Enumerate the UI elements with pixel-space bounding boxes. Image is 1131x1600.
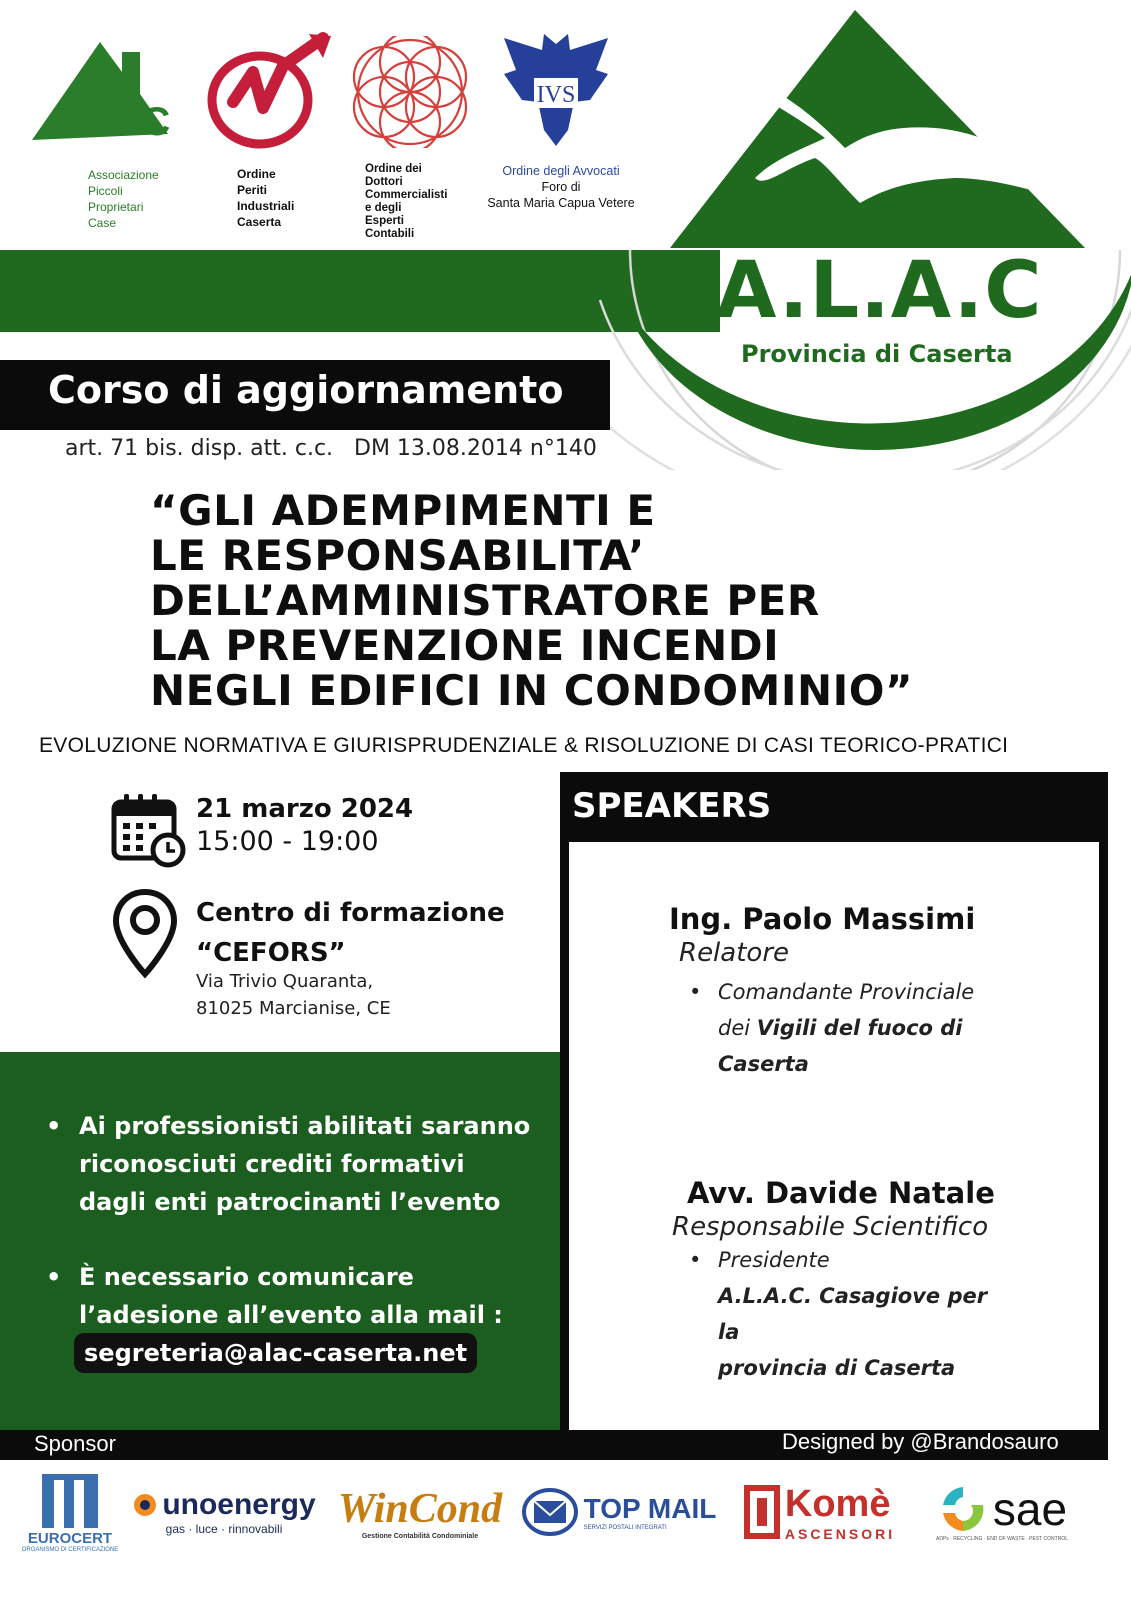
speaker-name: Ing. Paolo Massimi (669, 902, 976, 936)
event-subtitle: EVOLUZIONE NORMATIVA E GIURISPRUDENZIALE & RISOLUZIONE DI CASI TEORICO-PRATICI (39, 734, 1009, 757)
course-reference: art. 71 bis. disp. att. c.c. DM 13.08.2014 n°140 (65, 436, 597, 461)
kome-mark-icon (743, 1484, 781, 1540)
sponsor-eurocert: EUROCERT ORGANISMO DI CERTIFICAZIONE (18, 1464, 122, 1560)
title-line: LA PREVENZIONE INCENDI (150, 621, 780, 670)
appc-caption: Associazione Piccoli Proprietari Case (88, 168, 159, 230)
venue-name: Centro di formazione “CEFORS” (196, 898, 505, 968)
title-line: “GLI ADEMPIMENTI E (150, 486, 656, 535)
calendar-icon (110, 792, 190, 870)
alac-mountain-logo (665, 8, 1095, 253)
topmail-envelope-icon (522, 1487, 578, 1537)
title-line: LE RESPONSABILITA’ (150, 531, 645, 580)
unoenergy-dot-icon (132, 1492, 158, 1518)
mountain-seagull-icon (665, 8, 1095, 253)
speaker-role: Responsabile Scientifico (672, 1212, 989, 1242)
eurocert-pillars-icon (40, 1472, 100, 1530)
commercialisti-caption: Ordine dei Dottori Commercialisti e degli Esperti Contabili (365, 163, 448, 240)
svg-text:PPC: PPC (88, 100, 171, 144)
course-label: Corso di aggiornamento (0, 360, 610, 430)
contact-email-link[interactable]: segreteria@alac-caserta.net (74, 1333, 477, 1373)
sae-swirl-icon (937, 1483, 989, 1535)
location-pin-icon (112, 888, 178, 980)
title-line: DELL’AMMINISTRATORE PER (150, 576, 820, 625)
periti-caption: Ordine Periti Industriali Caserta (237, 167, 295, 229)
title-line: NEGLI EDIFICI IN CONDOMINIO” (150, 666, 914, 715)
sponsor-unoenergy: unoenergy gas · luce · rinnovabili (124, 1464, 324, 1560)
avvocati-mark-text: IVS (536, 82, 576, 108)
alac-title: A.L.A.C (716, 246, 1043, 336)
speaker-name: Avv. Davide Natale (687, 1176, 995, 1210)
periti-arrow-icon (205, 30, 335, 150)
speaker-entry: Avv. Davide Natale Responsabile Scientifico • Presidente A.L.A.C. Casagiove per la provincia di Caserta (672, 1176, 1012, 1386)
periti-logo (205, 30, 335, 150)
commercialisti-logo (352, 36, 468, 148)
sponsor-wincond: WinCond Gestione Contabilità Condominiale (334, 1464, 506, 1560)
avvocati-caption: Ordine degli Avvocati Foro di Santa Maria Capua Vetere (487, 164, 635, 210)
sponsor-label: Sponsor (34, 1431, 116, 1456)
venue-address: Via Trivio Quaranta, 81025 Marcianise, CE (196, 971, 391, 1019)
event-date: 21 marzo 2024 (196, 794, 414, 824)
event-time: 15:00 - 19:00 (196, 826, 379, 857)
speaker-role: Relatore (679, 938, 790, 968)
alac-subtitle: Provincia di Caserta (741, 340, 1013, 368)
commercialisti-rosette-icon (352, 36, 468, 148)
event-title (150, 488, 913, 713)
designer-credit: Designed by @Brandosauro (782, 1429, 1059, 1454)
speaker-entry: Ing. Paolo Massimi Relatore • Comandante Provinciale dei Vigili del fuoco di Caserta (669, 902, 1009, 1082)
sponsor-kome: Komè ASCENSORI (732, 1464, 906, 1560)
sponsor-sae: sae ADPs · RECYCLING · END OF WASTE · PEST CONTROL (918, 1464, 1086, 1560)
sponsor-topmail: TOP MAIL SERVIZI POSTALI INTEGRATI (520, 1464, 718, 1560)
appc-logo (30, 38, 190, 148)
appc-house-icon (30, 38, 190, 148)
speakers-heading: SPEAKERS (560, 772, 1108, 842)
